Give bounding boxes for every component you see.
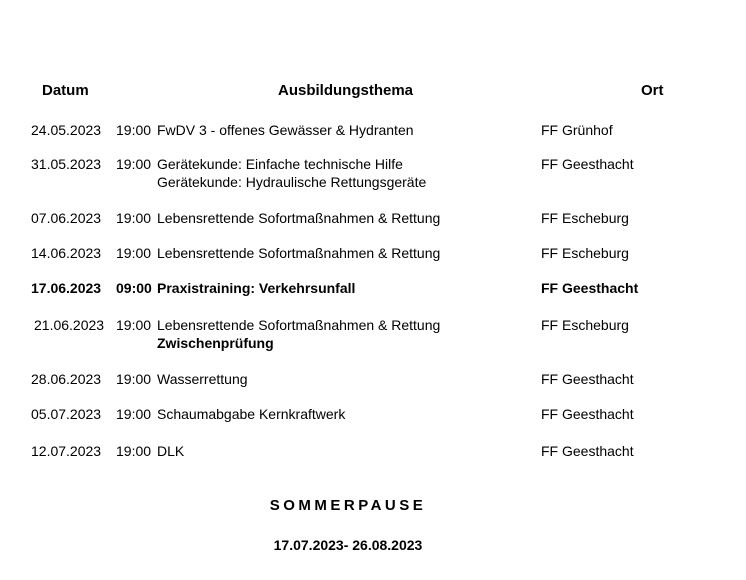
row-date: 14.06.2023	[31, 245, 102, 261]
header-topic: Ausbildungsthema	[278, 82, 414, 99]
row-topic	[157, 316, 440, 352]
row-date: 05.07.2023	[31, 406, 102, 422]
header-place: Ort	[641, 82, 664, 99]
row-place: FF Grünhof	[541, 122, 613, 138]
row-topic: Lebensrettende Sofortmaßnahmen & Rettung	[157, 245, 441, 261]
summer-break-range: 17.07.2023- 26.08.2023	[273, 537, 423, 553]
row-time: 19:00	[116, 245, 152, 261]
row-date: 12.07.2023	[31, 443, 102, 459]
row-time: 09:00	[116, 280, 152, 296]
row-place: FF Escheburg	[541, 245, 629, 261]
row-place: FF Geesthacht	[541, 406, 634, 422]
row-time: 19:00	[116, 371, 152, 387]
row-place: FF Escheburg	[541, 317, 629, 333]
row-topic: Schaumabgabe Kernkraftwerk	[157, 406, 346, 422]
row-time: 19:00	[116, 443, 152, 459]
row-topic: DLK	[157, 443, 185, 459]
row-topic: Praxistraining: Verkehrsunfall	[157, 280, 356, 296]
row-topic-line1: Gerätekunde: Einfache technische Hilfe	[157, 156, 403, 172]
row-time: 19:00	[116, 406, 152, 422]
row-time: 19:00	[116, 122, 152, 138]
row-date: 31.05.2023	[31, 156, 102, 172]
row-topic-line2: Zwischenprüfung	[157, 335, 274, 351]
row-topic: Wasserrettung	[157, 371, 248, 387]
row-date: 21.06.2023	[34, 317, 105, 333]
row-topic-line1: Lebensrettende Sofortmaßnahmen & Rettung	[157, 317, 441, 333]
summer-break-title: SOMMERPAUSE	[269, 497, 427, 514]
row-place: FF Geesthacht	[541, 371, 634, 387]
header-date: Datum	[42, 82, 89, 99]
row-time: 19:00	[116, 317, 152, 333]
row-place: FF Geesthacht	[541, 443, 634, 459]
row-date: 07.06.2023	[31, 210, 102, 226]
row-topic-line2: Gerätekunde: Hydraulische Rettungsgeräte	[157, 174, 427, 190]
row-topic	[157, 155, 426, 191]
row-place: FF Escheburg	[541, 210, 629, 226]
row-place: FF Geesthacht	[541, 280, 639, 296]
row-date: 17.06.2023	[31, 280, 102, 296]
row-date: 24.05.2023	[31, 122, 102, 138]
row-time: 19:00	[116, 156, 152, 172]
row-time: 19:00	[116, 210, 152, 226]
row-topic: Lebensrettende Sofortmaßnahmen & Rettung	[157, 210, 441, 226]
row-date: 28.06.2023	[31, 371, 102, 387]
row-place: FF Geesthacht	[541, 156, 634, 172]
row-topic: FwDV 3 - offenes Gewässer & Hydranten	[157, 122, 414, 138]
